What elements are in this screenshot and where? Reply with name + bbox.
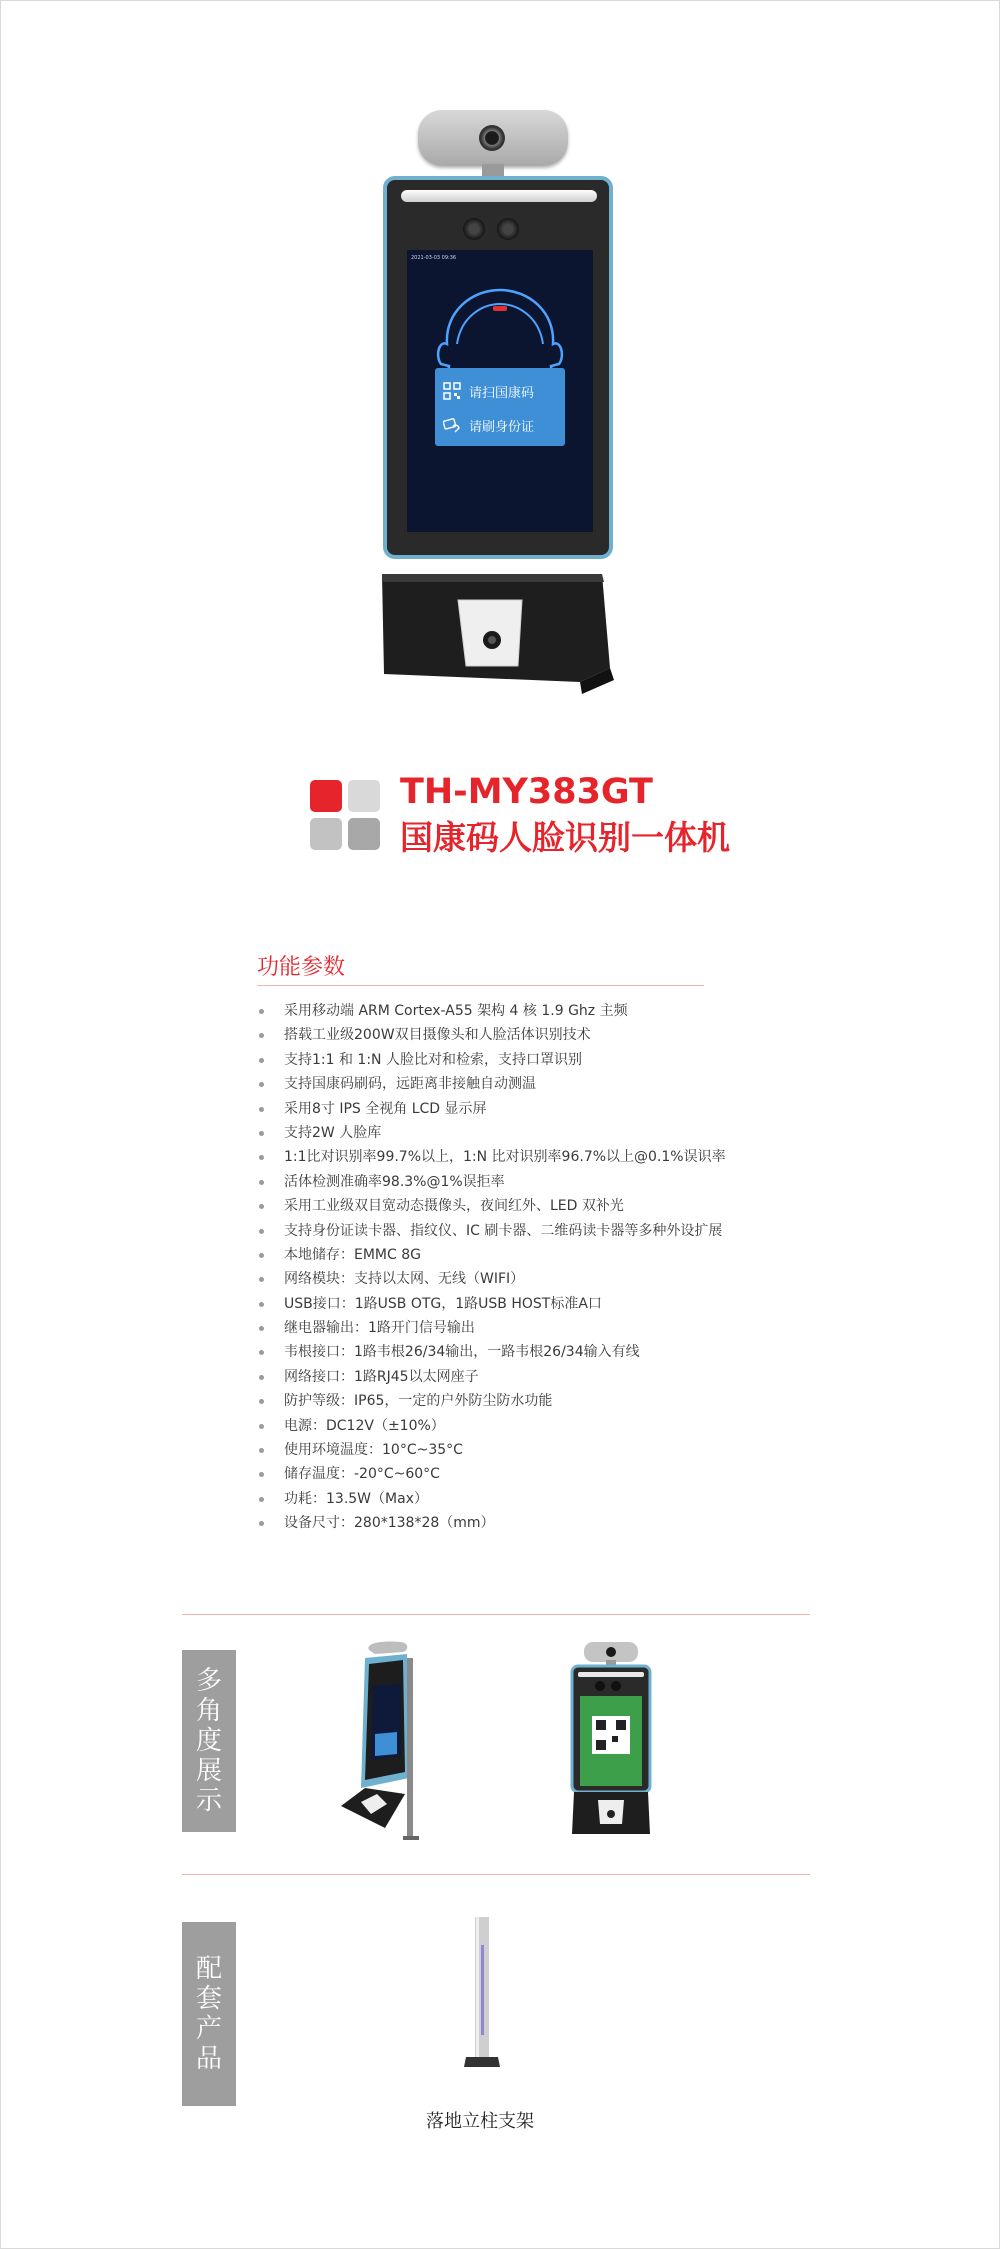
spec-item: 使用环境温度：10°C~35°C — [257, 1438, 726, 1462]
section-divider — [182, 1614, 810, 1615]
views-label-char: 展 — [195, 1756, 222, 1786]
logo-square-red — [310, 780, 342, 812]
verification-panel — [435, 368, 565, 446]
spec-item: 储存温度：-20°C~60°C — [257, 1462, 726, 1486]
spec-item: 继电器输出：1路开门信号输出 — [257, 1316, 726, 1340]
floor-stand-image — [460, 1915, 502, 2075]
brand-logo — [310, 780, 382, 852]
spec-item: 1:1比对识别率99.7%以上，1:N 比对识别率96.7%以上@0.1%误识率 — [257, 1145, 726, 1169]
device-screen — [407, 250, 593, 532]
camera-lens-icon — [479, 125, 505, 151]
spec-item: 防护等级：IP65，一定的户外防尘防水功能 — [257, 1389, 726, 1413]
accessories-label-char: 品 — [195, 2044, 222, 2074]
spec-item: 网络接口：1路RJ45以太网座子 — [257, 1365, 726, 1389]
accessories-label-char: 配 — [195, 1954, 222, 1984]
views-label-char: 示 — [195, 1786, 222, 1816]
angled-view-image — [335, 1638, 445, 1848]
card-reader-base — [370, 562, 620, 710]
product-name: 国康码人脸识别一体机 — [400, 818, 730, 857]
views-label-char: 多 — [195, 1666, 222, 1696]
spec-item: 支持身份证读卡器、指纹仪、IC 刷卡器、二维码读卡器等多种外设扩展 — [257, 1219, 726, 1243]
spec-item: 支持2W 人脸库 — [257, 1121, 726, 1145]
id-card-row — [443, 410, 534, 440]
spec-item: 网络模块：支持以太网、无线（WIFI） — [257, 1267, 726, 1291]
screen-status-bar — [411, 255, 589, 265]
specs-heading: 功能参数 — [257, 955, 346, 980]
logo-square-gray — [310, 818, 342, 850]
spec-item: 支持1:1 和 1:N 人脸比对和检索，支持口罩识别 — [257, 1048, 726, 1072]
front-view-image — [570, 1640, 654, 1840]
spec-item: 韦根接口：1路韦根26/34输出，一路韦根26/34输入有线 — [257, 1340, 726, 1364]
spec-item: 电源：DC12V（±10%） — [257, 1414, 726, 1438]
spec-item: 本地储存：EMMC 8G — [257, 1243, 726, 1267]
spec-item: 采用移动端 ARM Cortex-A55 架构 4 核 1.9 Ghz 主频 — [257, 999, 726, 1023]
spec-item: 功耗：13.5W（Max） — [257, 1487, 726, 1511]
screen-footer — [411, 519, 589, 527]
logo-square-dark — [348, 818, 380, 850]
accessories-label-char: 产 — [195, 2014, 222, 2044]
product-model: TH-MY383GT — [400, 772, 653, 812]
spec-item: 活体检测准确率98.3%@1%误拒率 — [257, 1170, 726, 1194]
spec-item: 支持国康码刷码，远距离非接触自动测温 — [257, 1072, 726, 1096]
accessories-label-char: 套 — [195, 1984, 222, 2014]
spec-item: USB接口：1路USB OTG，1路USB HOST标准A口 — [257, 1292, 726, 1316]
spec-item: 搭载工业级200W双目摄像头和人脸活体识别技术 — [257, 1023, 726, 1047]
logo-square-light — [348, 780, 380, 812]
hero-device-image — [370, 110, 630, 710]
qr-code-icon — [443, 382, 461, 400]
accessory-caption: 落地立柱支架 — [426, 2111, 534, 2132]
spec-item: 采用8寸 IPS 全视角 LCD 显示屏 — [257, 1097, 726, 1121]
device-body — [383, 176, 613, 559]
spec-item: 设备尺寸：280*138*28（mm） — [257, 1511, 726, 1535]
id-prompt: 请刷身份证 — [469, 419, 535, 435]
scan-code-row — [443, 376, 534, 406]
light-strip — [401, 190, 597, 202]
views-section-tab — [182, 1650, 236, 1832]
specs-list — [257, 999, 726, 1536]
scan-prompt: 请扫国康码 — [469, 385, 535, 401]
views-label-char: 角 — [195, 1696, 222, 1726]
views-label-char: 度 — [195, 1726, 222, 1756]
screen-time: 2021-03-03 09:36 — [411, 255, 457, 261]
specs-underline — [257, 985, 704, 986]
sensor-icon — [463, 218, 485, 240]
spec-item: 采用工业级双目宽动态摄像头，夜间红外、LED 双补光 — [257, 1194, 726, 1218]
id-card-icon — [443, 416, 461, 434]
section-divider — [182, 1874, 810, 1875]
sensor-icon — [497, 218, 519, 240]
accessories-section-tab — [182, 1922, 236, 2106]
temperature-camera-module — [418, 110, 568, 166]
